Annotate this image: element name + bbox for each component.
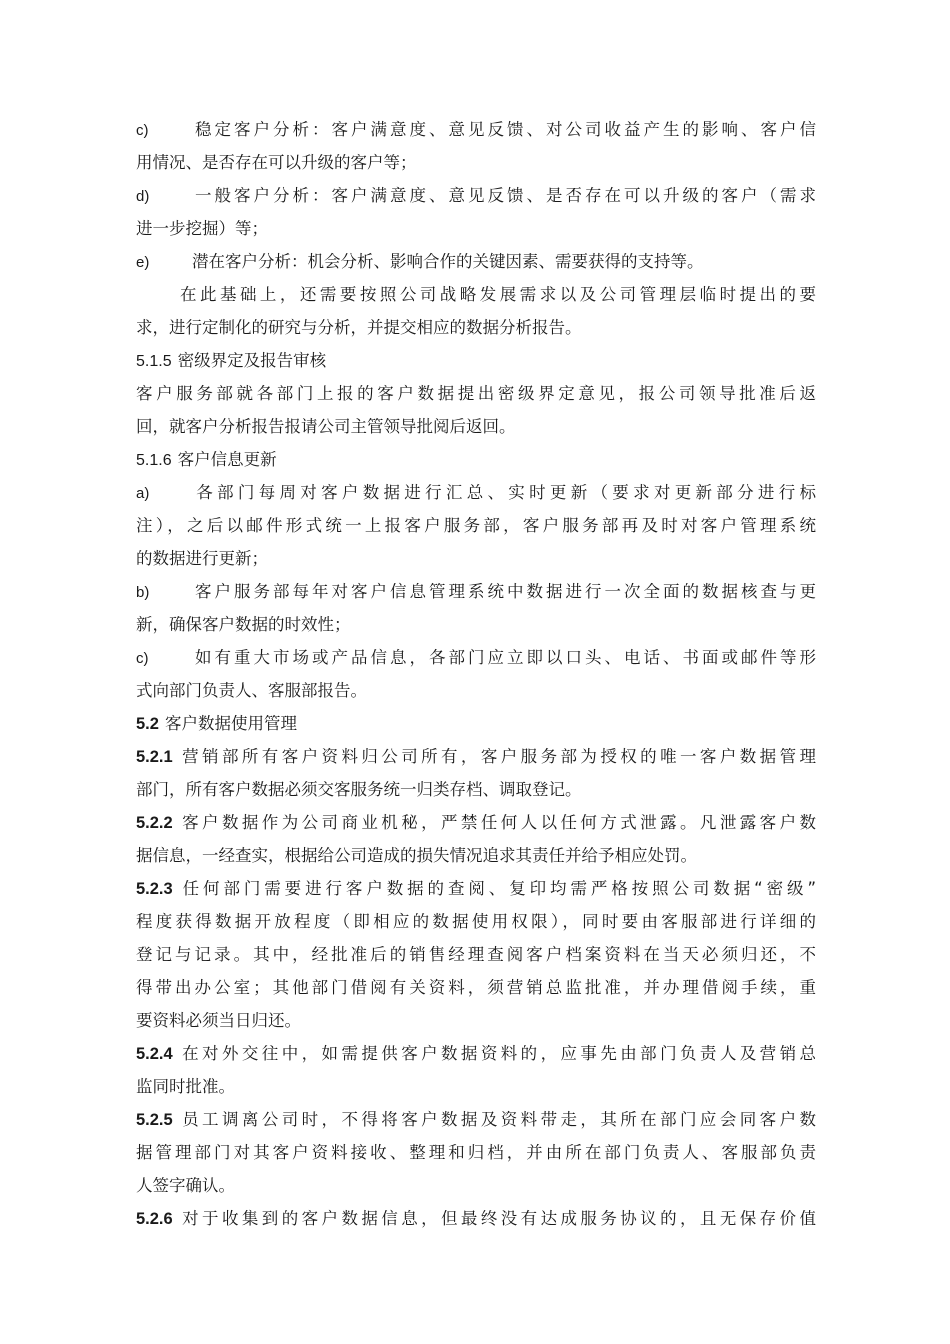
section-text: 营销部所有客户资料归公司所有，客户服务部为授权的唯一客户数据管理 bbox=[178, 747, 816, 766]
section-text: 人签字确认。 bbox=[136, 1176, 235, 1195]
section-5-2-5-line1 bbox=[136, 1103, 816, 1136]
list-item-text: 客户服务部每年对客户信息管理系统中数据进行一次全面的数据核查与更 bbox=[192, 582, 816, 601]
section-number: 5.1.6 bbox=[136, 452, 172, 469]
list-item-a-line1 bbox=[136, 476, 816, 509]
section-number: 5.1.5 bbox=[136, 353, 172, 370]
list-item-text: 各部门每周对客户数据进行汇总、实时更新（要求对更新部分进行标 bbox=[192, 483, 816, 502]
list-item-a-line3 bbox=[136, 542, 816, 575]
section-heading-5-2 bbox=[136, 707, 816, 740]
list-marker: b) bbox=[136, 584, 150, 601]
section-5-2-5-line3 bbox=[136, 1169, 816, 1202]
section-number: 5.2.5 bbox=[136, 1111, 173, 1129]
section-number: 5.2.4 bbox=[136, 1045, 173, 1063]
section-5-2-5-line2 bbox=[136, 1136, 816, 1169]
section-heading-5-1-6 bbox=[136, 443, 816, 476]
section-5-2-4-line2 bbox=[136, 1070, 816, 1103]
paragraph-line1 bbox=[136, 278, 816, 311]
list-item-a-line2 bbox=[136, 509, 816, 542]
section-text: 客户服务部就各部门上报的客户数据提出密级界定意见，报公司领导批准后返 bbox=[136, 384, 816, 403]
list-item-c2-line1 bbox=[136, 641, 816, 674]
section-text: 部门，所有客户数据必须交客服务统一归类存档、调取登记。 bbox=[136, 780, 582, 799]
section-5-2-3-line5 bbox=[136, 1004, 816, 1037]
section-text: 客户数据作为公司商业机秘，严禁任何人以任何方式泄露。凡泄露客户数 bbox=[178, 813, 816, 832]
section-number: 5.2 bbox=[136, 715, 159, 733]
section-text: 要资料必须当日归还。 bbox=[136, 1011, 301, 1030]
list-item-text: 一般客户分析：客户满意度、意见反馈、是否存在可以升级的客户（需求 bbox=[192, 186, 816, 205]
section-heading-5-1-5 bbox=[136, 344, 816, 377]
section-5-1-5-line2 bbox=[136, 410, 816, 443]
section-number: 5.2.1 bbox=[136, 748, 173, 766]
section-5-2-1-line1 bbox=[136, 740, 816, 773]
section-5-2-2-line2 bbox=[136, 839, 816, 872]
section-5-2-4-line1 bbox=[136, 1037, 816, 1070]
list-item-text: 如有重大市场或产品信息，各部门应立即以口头、电话、书面或邮件等形 bbox=[192, 648, 816, 667]
list-item-b-line1 bbox=[136, 575, 816, 608]
list-marker: c) bbox=[136, 650, 149, 667]
list-item-text: 用情况、是否存在可以升级的客户等； bbox=[136, 153, 417, 172]
section-5-2-3-line4 bbox=[136, 971, 816, 1004]
section-5-2-2-line1 bbox=[136, 806, 816, 839]
section-number: 5.2.3 bbox=[136, 880, 173, 898]
section-text: 据信息，一经查实，根据给公司造成的损失情况追求其责任并给予相应处罚。 bbox=[136, 846, 697, 865]
section-5-2-1-line2 bbox=[136, 773, 816, 806]
section-text: 登记与记录。其中，经批准后的销售经理查阅客户档案资料在当天必须归还，不 bbox=[136, 945, 816, 964]
section-text: 监同时批准。 bbox=[136, 1077, 235, 1096]
section-5-2-3-line2 bbox=[136, 905, 816, 938]
section-5-2-3-line1 bbox=[136, 872, 816, 905]
list-item-text: 的数据进行更新； bbox=[136, 549, 268, 568]
document-body bbox=[136, 113, 816, 1235]
paragraph-text: 求，进行定制化的研究与分析，并提交相应的数据分析报告。 bbox=[136, 318, 582, 337]
section-text: 据管理部门对其客户资料接收、整理和归档，并由所在部门负责人、客服部负责 bbox=[136, 1143, 816, 1162]
list-marker: c) bbox=[136, 122, 149, 139]
section-title: 客户数据使用管理 bbox=[164, 714, 297, 733]
list-item-b-line2 bbox=[136, 608, 816, 641]
section-number: 5.2.2 bbox=[136, 814, 173, 832]
section-text: 回，就客户分析报告报请公司主管领导批阅后返回。 bbox=[136, 417, 516, 436]
list-item-d-line2 bbox=[136, 212, 816, 245]
section-text: 任何部门需要进行客户数据的查阅、复印均需严格按照公司数据“密级” bbox=[178, 879, 816, 898]
list-item-d-line1 bbox=[136, 179, 816, 212]
section-text: 员工调离公司时，不得将客户数据及资料带走，其所在部门应会同客户数 bbox=[178, 1110, 816, 1129]
list-item-text: 式向部门负责人、客服部报告。 bbox=[136, 681, 367, 700]
section-5-2-3-line3 bbox=[136, 938, 816, 971]
section-5-2-6-line1 bbox=[136, 1202, 816, 1235]
paragraph-line2 bbox=[136, 311, 816, 344]
list-marker: e) bbox=[136, 254, 150, 271]
list-item-text: 潜在客户分析：机会分析、影响合作的关键因素、需要获得的支持等。 bbox=[192, 252, 704, 271]
list-item-text: 进一步挖掘）等； bbox=[136, 219, 268, 238]
list-item-text: 注），之后以邮件形式统一上报客户服务部，客户服务部再及时对客户管理系统 bbox=[136, 516, 816, 535]
section-text: 对于收集到的客户数据信息，但最终没有达成服务协议的，且无保存价值 bbox=[178, 1209, 816, 1228]
list-item-e-line1 bbox=[136, 245, 816, 278]
paragraph-text: 在此基础上，还需要按照公司战略发展需求以及公司管理层临时提出的要 bbox=[180, 285, 816, 304]
list-marker: a) bbox=[136, 485, 150, 502]
list-item-text: 新，确保客户数据的时效性； bbox=[136, 615, 351, 634]
list-item-text: 稳定客户分析：客户满意度、意见反馈、对公司收益产生的影响、客户信 bbox=[192, 120, 816, 139]
list-item-c2-line2 bbox=[136, 674, 816, 707]
section-text: 在对外交往中，如需提供客户数据资料的，应事先由部门负责人及营销总 bbox=[178, 1044, 816, 1063]
list-marker: d) bbox=[136, 188, 150, 205]
section-number: 5.2.6 bbox=[136, 1210, 173, 1228]
list-item-c-line2 bbox=[136, 146, 816, 179]
section-text: 得带出办公室；其他部门借阅有关资料，须营销总监批准，并办理借阅手续，重 bbox=[136, 978, 816, 997]
list-item-c-line1 bbox=[136, 113, 816, 146]
section-5-1-5-line1 bbox=[136, 377, 816, 410]
section-title: 密级界定及报告审核 bbox=[177, 351, 327, 370]
section-text: 程度获得数据开放程度（即相应的数据使用权限），同时要由客服部进行详细的 bbox=[136, 912, 816, 931]
section-title: 客户信息更新 bbox=[177, 450, 277, 469]
